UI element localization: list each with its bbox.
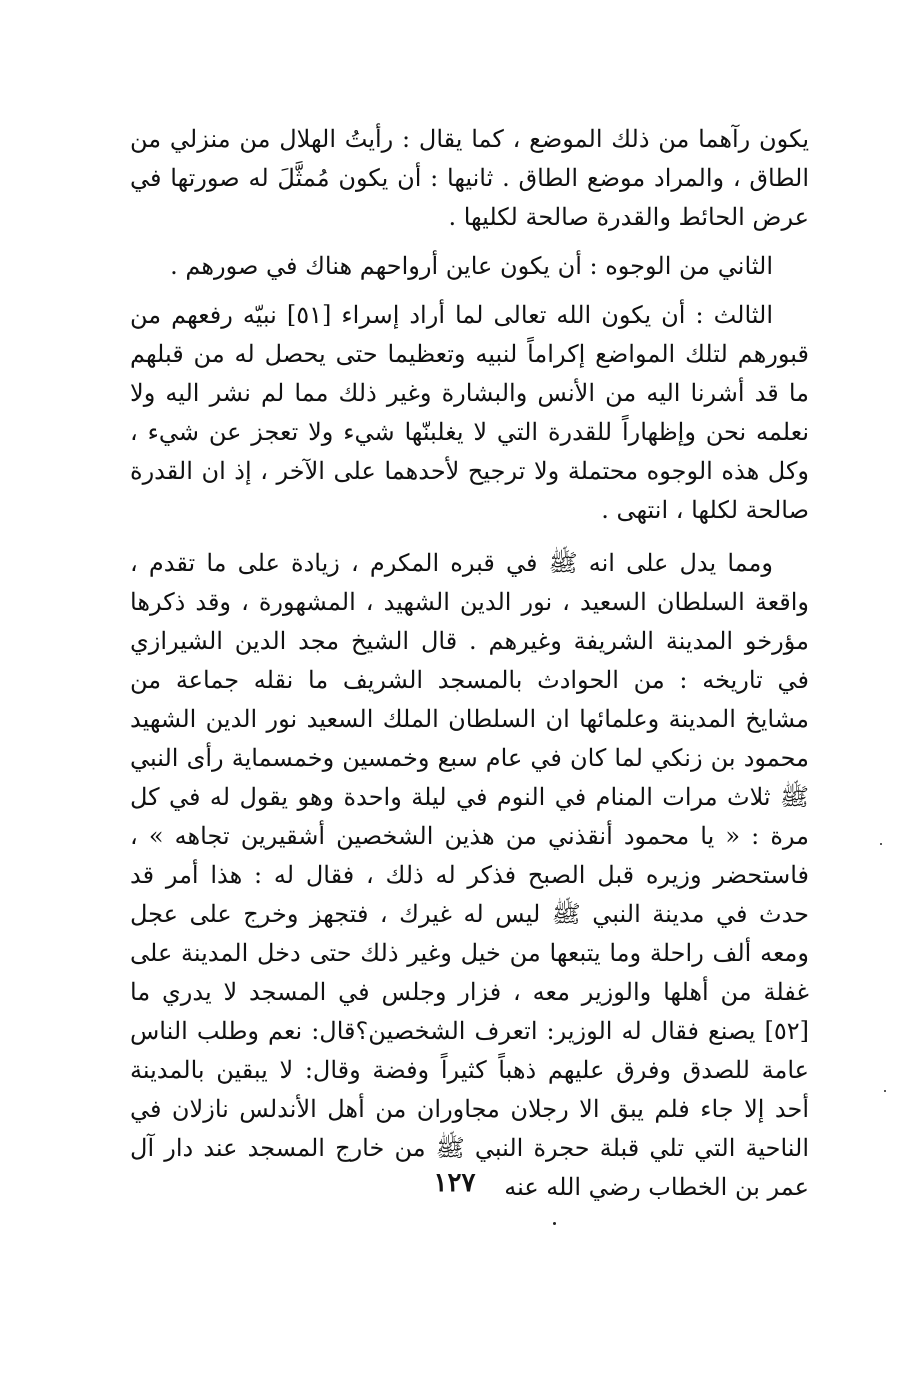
- page-number: ١٢٧: [433, 1168, 476, 1198]
- paragraph-4: ومما يدل على انه ﷺ في قبره المكرم ، زيادة على ما تقدم ، واقعة السلطان السعيد ، نور الدين الشهيد ، المشهورة ، وقد ذكرها مؤرخو المدينة الشريفة وغيرهم . قال الشيخ مجد الدين الشيرازي في تاريخه : من الحوادث بالمسجد الشريف ما نقله جماعة من مشايخ المدينة وعلمائها ان السلطان الملك السعيد نور الدين الشهيد محمود بن زنكي لما كان في عام سبع وخمسين وخمسماية رأى النبي ﷺ ثلاث مرات المنام في النوم في ليلة واحدة وهو يقول له في كل مرة : « يا محمود أنقذني من هذين الشخصين أشقيرين تجاهه » ، فاستحضر وزيره قبل الصبح فذكر له ذلك ، فقال له : هذا أمر قد حدث في مدينة النبي ﷺ ليس له غيرك ، فتجهز وخرج على عجل ومعه ألف راحلة وما يتبعها من خيل وغير ذلك حتى دخل المدينة على غفلة من أهلها والوزير معه ، فزار وجلس في المسجد لا يدري ما [٥٢] يصنع فقال له الوزير: اتعرف الشخصين؟قال: نعم وطلب الناس عامة للصدق وفرق عليهم ذهباً كثيراً وفضة وقال: لا يبقين بالمدينة أحد إلا جاء فلم يبق الا رجلان مجاوران من أهل الأندلس نازلان في الناحية التي تلي قبلة حجرة النبي ﷺ من خارج المسجد عند دار آل عمر بن الخطاب رضي الله عنه: [130, 549, 810, 1201]
- scan-speck: [553, 1222, 556, 1225]
- paragraph-1: يكون رآهما من ذلك الموضع ، كما يقال : رأيتُ الهلال من منزلي من الطاق ، والمراد موضع الطاق . ثانيها : أن يكون مُمثَّلَ له صورتها في عرض الحائط والقدرة صالحة لكليها .: [130, 125, 810, 231]
- body-text: [130, 120, 809, 1207]
- paragraph-2: الثاني من الوجوه : أن يكون عاين أرواحهم هناك في صورهم .: [170, 252, 773, 280]
- scan-speck: [884, 1090, 886, 1092]
- scan-speck: [880, 843, 882, 845]
- paragraph-3: الثالث : أن يكون الله تعالى لما أراد إسراء [٥١] نبيّه رفعهم من قبورهم لتلك المواضع إكراماً لنبيه وتعظيما حتى يحصل له من قبلهم ما قد أشرنا اليه من الأنس والبشارة وغير ذلك مما لم نشر اليه ولا نعلمه نحن وإظهاراً للقدرة التي لا يغلبنّها شيء ولا تعجز عن شيء ، وكل هذه الوجوه محتملة ولا ترجيح لأحدهما على الآخر ، إذ ان القدرة صالحة لكلها ، انتهى .: [130, 301, 809, 524]
